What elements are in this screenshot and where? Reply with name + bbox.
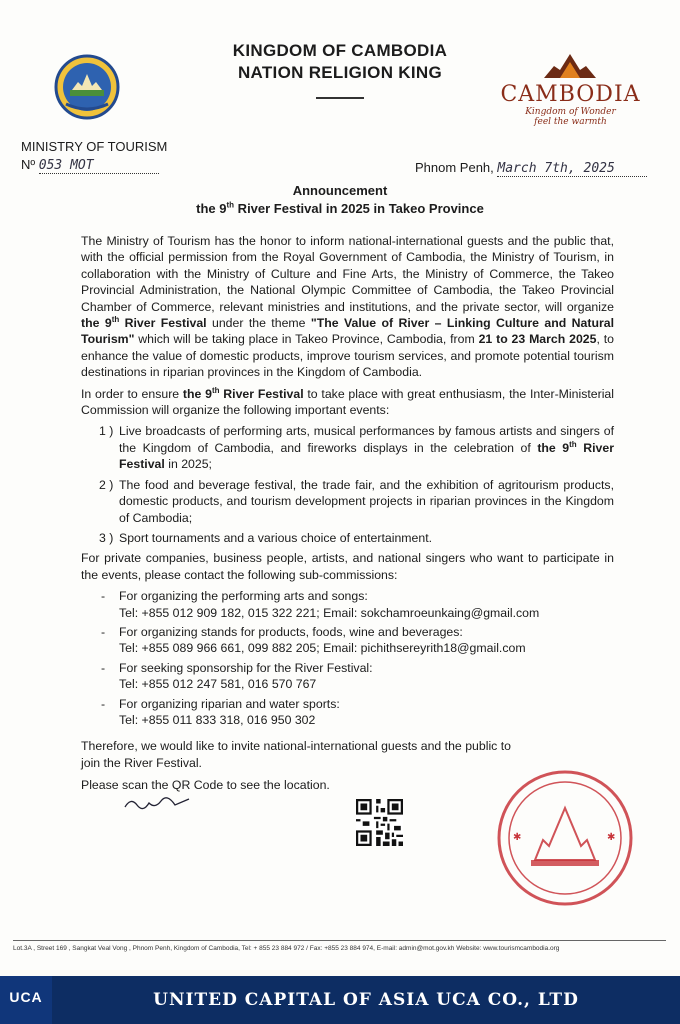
contacts-list xyxy=(81,588,614,728)
company-name: UNITED CAPITAL OF ASIA UCA CO., LTD xyxy=(153,990,579,1010)
paragraph-4: Therefore, we would like to invite national-international guests and the public to join the River Festival. xyxy=(81,739,511,770)
footer-divider xyxy=(13,940,666,941)
list-item: - For organizing the performing arts and songs: Tel: +855 012 909 182, 015 322 221; Email: sokchamroeunkaing@gmail.com xyxy=(101,589,540,620)
date-line xyxy=(415,160,647,177)
number-label: Nº xyxy=(21,157,36,172)
svg-text:✱: ✱ xyxy=(513,832,522,843)
list-item: 3 ) Sport tournaments and a various choice of entertainment. xyxy=(99,530,433,545)
svg-text:✱: ✱ xyxy=(607,832,616,843)
signature-mark xyxy=(123,795,193,811)
title-line-1: Announcement xyxy=(292,183,388,198)
qr-code-icon[interactable] xyxy=(356,799,403,846)
date-value: March 7th, 2025 xyxy=(497,161,647,177)
logo-tagline-1: Kingdom of Wonder xyxy=(525,107,616,117)
announcement-title xyxy=(0,182,680,218)
events-list xyxy=(81,423,614,546)
date-place: Phnom Penh, xyxy=(415,160,494,175)
paragraph-3: For private companies, business people, artists, and national singers who want to participate in the events, please contact the following sub-commissions: xyxy=(81,551,614,582)
ministry-block xyxy=(21,139,167,174)
uca-logo xyxy=(0,976,52,1024)
logo-word: CAMBODIA xyxy=(500,82,641,107)
uca-logo-text: UCA xyxy=(9,989,43,1005)
footer-address: Lot.3A , Street 169 , Sangkat Veal Vong , Phnom Penh, Kingdom of Cambodia, Tel: + 855 23 884 972 / Fax: +855 23 884 974, E-mail: admin@mot.gov.kh Website: www.tourismcambodia.org xyxy=(13,945,560,952)
number-value: 053 MOT xyxy=(39,158,159,174)
list-item: - For seeking sponsorship for the River Festival: Tel: +855 012 247 581, 016 570 767 xyxy=(101,660,373,692)
cambodia-tourism-logo xyxy=(498,52,643,134)
list-item: - For organizing stands for products, foods, wine and beverages: Tel: +855 089 966 661, 099 882 205; Email: pichithsereyrith18@gmail.com xyxy=(101,624,526,656)
paragraph-2: In order to ensure the 9th River Festival to take place with great enthusiasm, the Inter-Ministerial Commission will organize the following important events: xyxy=(81,385,615,418)
header-ornament xyxy=(316,97,364,99)
list-item: 1 ) Live broadcasts of performing arts, musical performances by famous artists and singers of the Kingdom of Cambodia, and fireworks displays in the celebration of the 9th River Festival in 2025; xyxy=(99,424,614,472)
announcement-body xyxy=(81,233,614,799)
list-item: 2 ) The food and beverage festival, the trade fair, and the exhibition of agritourism products, domestic products, and tourism development projects in riparian provinces in the Kingdom of Cambodia; xyxy=(99,477,614,525)
header-line-2: NATION RELIGION KING xyxy=(237,63,442,82)
list-item: - For organizing riparian and water sports: Tel: +855 011 833 318, 016 950 302 xyxy=(101,696,340,727)
company-banner xyxy=(0,976,680,1024)
paragraph-1: The Ministry of Tourism has the honor to inform national-international guests and the public that, with the official permission from the Royal Government of Cambodia, the Ministry of Tourism, in collaboration with the Ministry of Culture and Fine Arts, the Ministry of Commerce, the Takeo Provincial Administration, the National Olympic Committee of Cambodia, the Takeo Provincial Chamber of Commerce, relevant ministries and institutions, and the private sector, will organize the 9th River Festival under the theme "The Value of River – Linking Culture and Natural Tourism" which will be taking place in Takeo Province, Cambodia, from 21 to 23 March 2025, to enhance the value of domestic products, improve tourism services, and promote potential tourism destinations in riparian provinces in the Kingdom of Cambodia. xyxy=(81,234,615,380)
title-line-2: the 9th River Festival in 2025 in Takeo Province xyxy=(196,200,484,216)
paragraph-5: Please scan the QR Code to see the location. xyxy=(81,778,330,793)
header-line-1: KINGDOM OF CAMBODIA xyxy=(232,41,448,60)
official-stamp xyxy=(495,768,635,908)
temple-logo-icon xyxy=(540,52,600,80)
reference-number xyxy=(21,157,167,174)
logo-tagline-2: feel the warmth xyxy=(534,117,607,127)
ministry-name: MINISTRY OF TOURISM xyxy=(21,139,168,154)
